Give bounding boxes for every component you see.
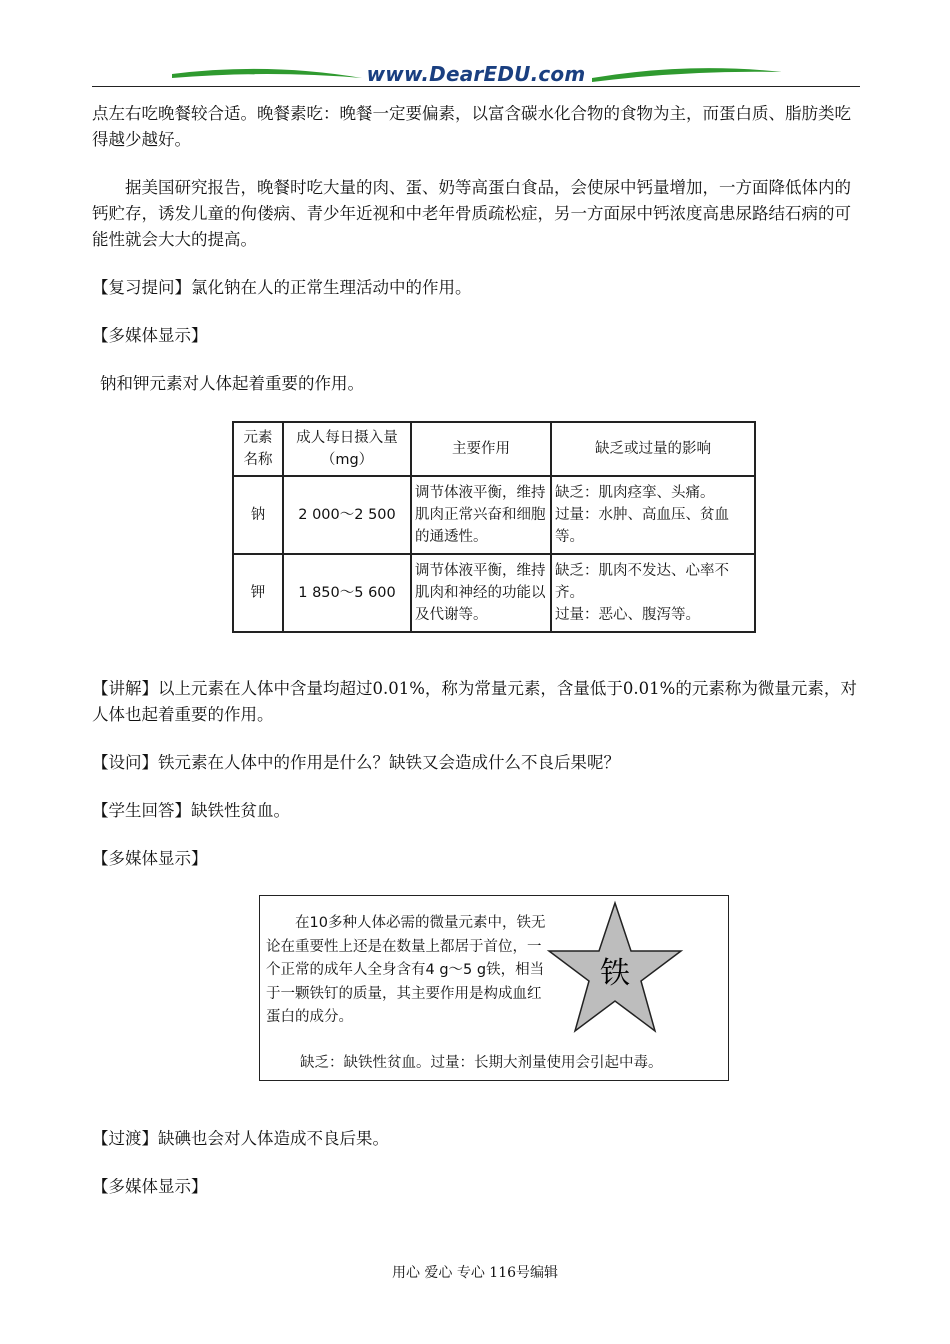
question-paragraph: 【设问】铁元素在人体中的作用是什么？缺铁又会造成什么不良后果呢？: [92, 753, 620, 772]
excess-text: 过量：水肿、高血压、贫血等。: [555, 507, 729, 546]
page-header: [92, 60, 860, 90]
table-cell: 调节体液平衡，维持肌肉正常兴奋和细胞的通透性。: [411, 476, 551, 554]
multimedia-heading-2: 【多媒体显示】: [92, 849, 208, 868]
page-footer: 用心 爱心 专心 116号编辑: [391, 1265, 559, 1281]
sodium-potassium-intro: 钠和钾元素对人体起着重要的作用。: [100, 374, 364, 393]
table-cell: 钾: [233, 554, 283, 632]
iron-info-box: [259, 895, 729, 1081]
iron-description: 在10多种人体必需的微量元素中，铁无论在重要性上还是在数量上都居于首位，一个正常的成年人全身含有4 g～5 g铁，相当于一颗铁钉的质量，其主要作用是构成血红蛋白的成分。: [266, 915, 546, 1025]
table-header-cell: 缺乏或过量的影响: [551, 422, 755, 476]
review-question: 【复习提问】氯化钠在人的正常生理活动中的作用。: [92, 278, 472, 297]
excess-text: 过量：恶心、腹泻等。: [555, 607, 700, 624]
table-row: [233, 476, 755, 554]
table-row: [233, 554, 755, 632]
paragraph-research-report: 据美国研究报告，晚餐时吃大量的肉、蛋、奶等高蛋白食品，会使尿中钙量增加，一方面降低体内的钙贮存，诱发儿童的佝偻病、青少年近视和中老年骨质疏松症，另一方面尿中钙浓度高患尿路结石病的可能性就会大大的提高。: [92, 178, 851, 249]
table-header-cell: 主要作用: [411, 422, 551, 476]
student-answer: 【学生回答】缺铁性贫血。: [92, 801, 290, 820]
multimedia-heading-1: 【多媒体显示】: [92, 326, 208, 345]
iron-effects: 缺乏：缺铁性贫血。过量：长期大剂量使用会引起中毒。: [300, 1055, 663, 1071]
star-icon: [545, 899, 685, 1039]
table-cell: 调节体液平衡，维持肌肉和神经的功能以及代谢等。: [411, 554, 551, 632]
table-header-cell: 成人每日摄入量（mg）: [283, 422, 411, 476]
table-cell: 1 850～5 600: [283, 554, 411, 632]
site-logo[interactable]: www.DearEDU.com: [366, 62, 586, 86]
explanation-paragraph: 【讲解】以上元素在人体中含量均超过0.01%，称为常量元素，含量低于0.01%的元素称为微量元素，对人体也起着重要的作用。: [92, 679, 857, 724]
table-cell: 2 000～2 500: [283, 476, 411, 554]
table-cell: [551, 476, 755, 554]
table-header-row: [233, 422, 755, 476]
element-table: [232, 421, 756, 633]
table-cell: 钠: [233, 476, 283, 554]
star-label: 铁: [600, 956, 630, 991]
paragraph-dinner-advice: 点左右吃晚餐较合适。晚餐素吃：晚餐一定要偏素，以富含碳水化合物的食物为主，而蛋白质、脂肪类吃得越少越好。: [92, 104, 851, 149]
multimedia-heading-3: 【多媒体显示】: [92, 1177, 208, 1196]
deficiency-text: 缺乏：肌肉不发达、心率不齐。: [555, 563, 729, 602]
table-cell: [551, 554, 755, 632]
header-rule: [92, 86, 860, 87]
right-swoosh-decoration: [592, 64, 782, 86]
table-header-cell: 元素名称: [233, 422, 283, 476]
element-table-container: [232, 421, 756, 633]
transition-paragraph: 【过渡】缺碘也会对人体造成不良后果。: [92, 1129, 389, 1148]
deficiency-text: 缺乏：肌肉痉挛、头痛。: [555, 485, 715, 502]
